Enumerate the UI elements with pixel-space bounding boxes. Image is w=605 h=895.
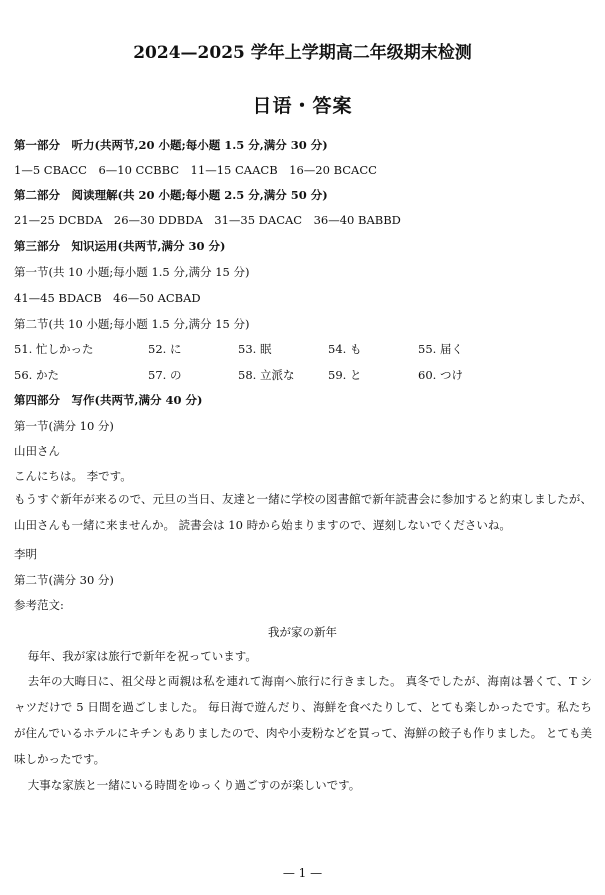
answer-51: 51. 忙しかった [14, 342, 94, 356]
part2-heading: 第二部分 阅读理解(共 20 小题;每小题 2.5 分,满分 50 分) [14, 188, 328, 202]
answer-59: 59. と [328, 368, 362, 382]
part2-answers: 21—25 DCBDA 26—30 DDBDA 31—35 DACAC 36—40 BABBD [14, 213, 401, 227]
answer-57: 57. の [148, 368, 182, 382]
essay-title: 我が家の新年 [268, 625, 337, 639]
document-subtitle: 日语・答案 [252, 95, 353, 117]
part1-heading: 第一部分 听力(共两节,20 小题;每小题 1.5 分,满分 30 分) [14, 138, 328, 152]
letter-greeting: こんにちは。 李です。 [14, 469, 132, 483]
essay-paragraph-1: 毎年、我が家は旅行で新年を祝っています。 [27, 649, 257, 663]
answer-55: 55. 届く [418, 342, 463, 356]
part4-section1-heading: 第一节(满分 10 分) [14, 419, 114, 433]
sample-essay-label: 参考范文: [14, 598, 64, 612]
part3-heading: 第三部分 知识运用(共两节,满分 30 分) [14, 239, 226, 253]
answer-56: 56. かた [14, 368, 59, 382]
answer-53: 53. 眠 [238, 342, 272, 356]
part3-section1-heading: 第一节(共 10 小题;每小题 1.5 分,满分 15 分) [14, 265, 250, 279]
page-number: — 1 — [282, 866, 323, 880]
document-title: 2024—2025 学年上学期高二年级期末检测 [133, 43, 472, 63]
answer-52: 52. に [148, 342, 182, 356]
part3-section2-heading: 第二节(共 10 小题;每小题 1.5 分,满分 15 分) [14, 317, 250, 331]
essay-paragraph-2: 去年の大晦日に、祖父母と両親は私を連れて海南へ旅行に行きました。 真冬でしたが、海南は暑くて、T シャツだけで 5 日間を過ごしました。 毎日海で遊んだり、海鮮を食べたりして、とても楽しかったです。私たちが住んでいるホテルにキチンもありましたので、肉や小麦粉などを買って、海鮮の餃子も作りました。 とても美味しかったです。 [14, 674, 592, 766]
part1-answers: 1—5 CBACC 6—10 CCBBC 11—15 CAACB 16—20 BCACC [14, 163, 377, 177]
part4-section2-heading: 第二节(满分 30 分) [14, 573, 114, 587]
essay-paragraph-3: 大事な家族と一緒にいる時間をゆっくり過ごすのが楽しいです。 [27, 778, 361, 792]
letter-signature: 李明 [14, 547, 37, 561]
letter-body: もうすぐ新年が来るので、元旦の当日、友達と一緒に学校の図書館で新年読書会に参加すると約束しましたが、山田さんも一緒に来ませんか。 読書会は 10 時から始まりますので、遅刻しないでくださいね。 [14, 492, 592, 532]
answer-58: 58. 立派な [238, 368, 295, 382]
part3-section1-answers: 41—45 BDACB 46—50 ACBAD [14, 291, 201, 305]
answer-60: 60. つけ [418, 368, 463, 382]
answer-54: 54. も [328, 342, 362, 356]
letter-recipient: 山田さん [14, 444, 60, 458]
part4-heading: 第四部分 写作(共两节,满分 40 分) [14, 393, 203, 407]
